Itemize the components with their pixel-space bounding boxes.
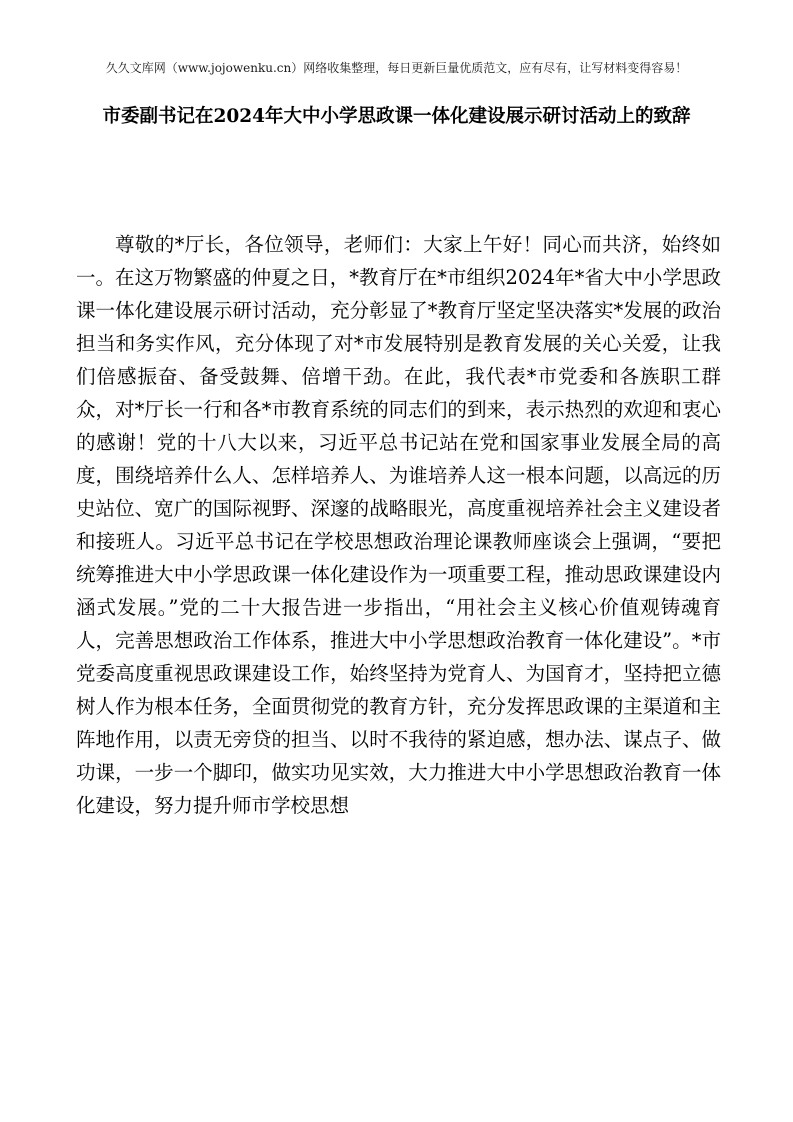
body-paragraph: 尊敬的*厅长，各位领导，老师们：大家上午好！同心而共济，始终如一。在这万物繁盛的仲夏之日，*教育厅在*市组织2024年*省大中小学思政课一体化建设展示研讨活动，充分彰显了*教育厅坚定坚决落实*发展的政治担当和务实作风，充分体现了对*市发展特别是教育发展的关心关爱，让我们倍感振奋、备受鼓舞、倍增干劲。在此，我代表*市党委和各族职工群众，对*厅长一行和各*市教育系统的同志们的到来，表示热烈的欢迎和衷心的感谢！党的十八大以来，习近平总书记站在党和国家事业发展全局的高度，围绕培养什么人、怎样培养人、为谁培养人这一根本问题，以高远的历史站位、宽广的国际视野、深邃的战略眼光，高度重视培养社会主义建设者和接班人。习近平总书记在学校思想政治理论课教师座谈会上强调，“要把统筹推进大中小学思政课一体化建设作为一项重要工程，推动思政课建设内涵式发展。”党的二十大报告进一步指出，“用社会主义核心价值观铸魂育人，完善思想政治工作体系，推进大中小学思想政治教育一体化建设”。*市党委高度重视思政课建设工作，始终坚持为党育人、为国育才，坚持把立德树人作为根本任务，全面贯彻党的教育方针，充分发挥思政课的主渠道和主阵地作用，以责无旁贷的担当、以时不我待的紧迫感，想办法、谋点子、做功课，一步一个脚印，做实功见实效，大力推进大中小学思想政治教育一体化建设，努力提升师市学校思想 (76, 233, 721, 817)
document-title: 市委副书记在2024年大中小学思政课一体化建设展示研讨活动上的致辞 (102, 106, 691, 127)
source-note: 久久文库网（www.jojowenku.cn）网络收集整理，每日更新巨量优质范文，应有尽有，让写材料变得容易！ (105, 61, 688, 75)
